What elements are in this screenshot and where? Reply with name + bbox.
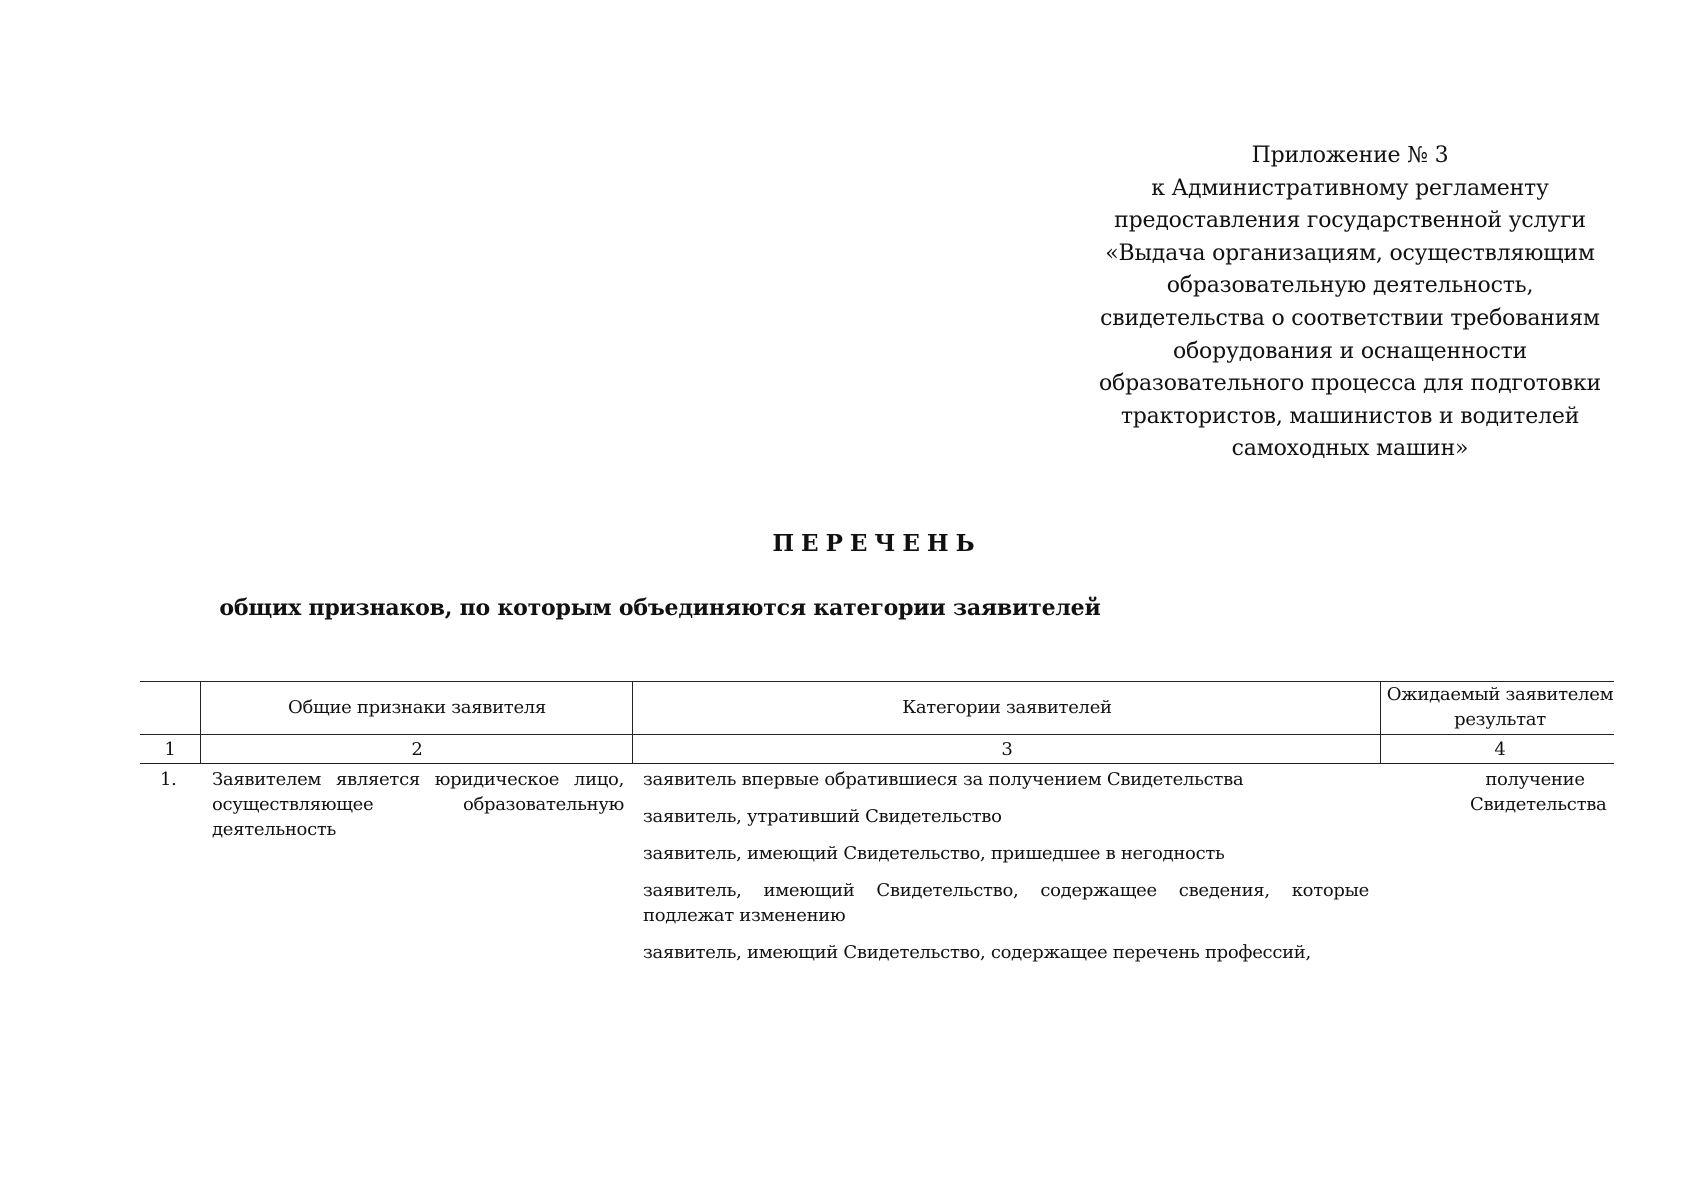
appendix-line: трактористов, машинистов и водителей [1120,403,1580,429]
appendix-line: Приложение № 3 [1251,143,1449,168]
category-item: заявитель, имеющий Свидетельство, пришедшее в негодность [643,843,1225,864]
header-categories: Категории заявителей [902,697,1112,718]
appendix-line: «Выдача организациям, осуществляющим [1105,240,1595,266]
category-item: заявитель, утративший Свидетельство [643,806,1002,827]
column-number: 4 [1494,739,1506,760]
category-item: заявитель впервые обратившиеся за получением Свидетельства [643,769,1244,790]
table-header-border [140,734,1614,735]
document-title: ПЕРЕЧЕНЬ [772,530,982,557]
appendix-line: оборудования и оснащенности [1172,338,1528,364]
appendix-line: предоставления государственной услуги [1114,208,1586,234]
appendix-line: образовательную деятельность, [1166,273,1534,299]
document-subtitle: общих признаков, по которым объединяются категории заявителей [219,595,1101,621]
column-divider [1380,681,1381,763]
appendix-line: свидетельства о соответствии требованиям [1100,305,1600,331]
row-result: получение Свидетельства [1470,769,1607,815]
column-divider [200,681,201,763]
table-numbers-border [140,763,1614,764]
column-number: 1 [164,739,176,760]
appendix-header [1050,140,1650,466]
column-number: 2 [411,739,423,760]
category-item: заявитель, имеющий Свидетельство, содержащее сведения, которые подлежат изменению [643,880,1369,926]
column-number: 3 [1001,739,1013,760]
appendix-line: образовательного процесса для подготовки [1099,371,1601,397]
row-attribute: Заявителем является юридическое лицо, осуществляющее образовательную деятельность [212,769,624,840]
column-divider [632,681,633,763]
appendix-line: к Административному регламенту [1151,175,1549,201]
header-attributes: Общие признаки заявителя [288,697,546,718]
header-result: Ожидаемый заявителем результат [1386,684,1614,730]
row-number: 1. [160,769,177,790]
appendix-line: самоходных машин» [1231,436,1469,462]
category-item: заявитель, имеющий Свидетельство, содержащее перечень профессий, [643,942,1311,963]
